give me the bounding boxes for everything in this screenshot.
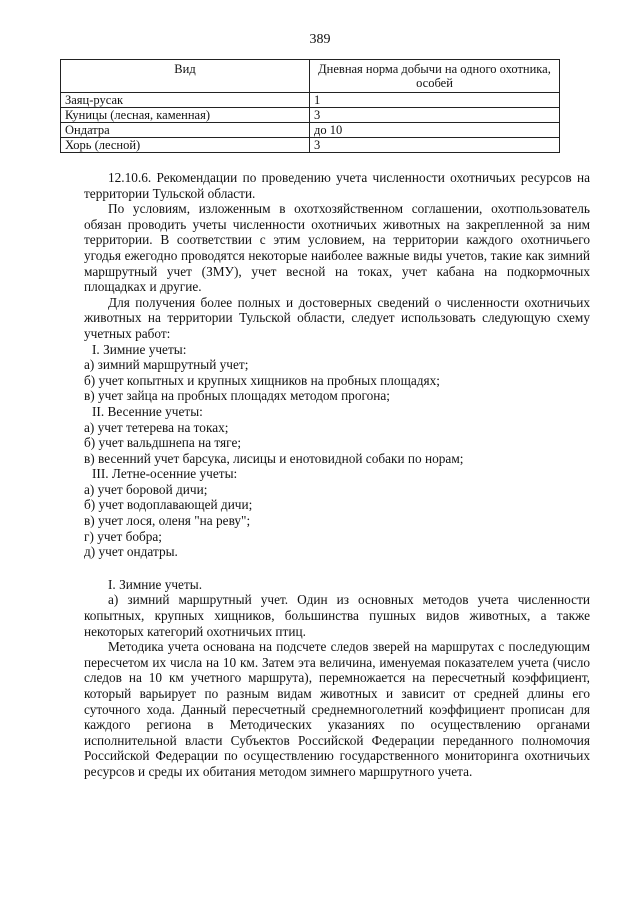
cell-species: Ондатра <box>61 123 310 138</box>
cell-norm: 1 <box>310 93 560 108</box>
paragraph-winter-route: а) зимний маршрутный учет. Один из основных методов учета численности копытных, крупных хищников, большинства пушных видов животных, а также некоторых категорий охотничьих птиц. <box>84 592 590 639</box>
list-item: в) весенний учет барсука, лисицы и енотовидной собаки по норам; <box>84 450 464 466</box>
list-item: б) учет вальдшнепа на тяге; <box>84 435 242 451</box>
list-item: а) учет боровой дичи; <box>84 481 208 497</box>
cell-species: Заяц-русак <box>61 93 310 108</box>
cell-species: Хорь (лесной) <box>61 138 310 153</box>
table-row <box>61 123 560 138</box>
list-item: I. Зимние учеты: <box>92 341 187 357</box>
list-item: в) учет лося, оленя "на реву"; <box>84 513 251 529</box>
table-row <box>61 108 560 123</box>
list-item: г) учет бобра; <box>84 528 163 544</box>
list-item: II. Весенние учеты: <box>92 403 203 419</box>
list-item: б) учет копытных и крупных хищников на пробных площадях; <box>84 372 440 388</box>
table-row <box>61 138 560 153</box>
header-daily-norm: Дневная норма добычи на одного охотника, особей <box>310 60 560 93</box>
list-item: III. Летне-осенние учеты: <box>92 466 238 482</box>
cell-norm: до 10 <box>310 123 560 138</box>
cell-species: Куницы (лесная, каменная) <box>61 108 310 123</box>
cell-norm: 3 <box>310 108 560 123</box>
paragraph-scheme-intro: Для получения более полных и достоверных сведений о численности охотничьих животных на территории Тульской области, следует использовать следующую схему учетных работ: <box>84 294 590 341</box>
cell-norm: 3 <box>310 138 560 153</box>
page-number: 389 <box>309 32 331 47</box>
table-row <box>61 93 560 108</box>
hunting-norms-table <box>60 59 560 153</box>
list-item: в) учет зайца на пробных площадях методом прогона; <box>84 388 390 404</box>
section-heading: I. Зимние учеты. <box>108 576 203 592</box>
document-body <box>84 170 590 780</box>
list-item: а) учет тетерева на токах; <box>84 419 229 435</box>
section-title: 12.10.6. Рекомендации по проведению учета численности охотничьих ресурсов на территории Тульской области. <box>84 170 590 201</box>
paragraph-conditions: По условиям, изложенным в охотхозяйственном соглашении, охотпользователь обязан проводить учеты численности охотничьих животных на закрепленной за ним территории. В соответствии с этим условием, на территории каждого охотничьего угодья ежегодно проводятся некоторые наиболее важные виды учетов, такие как зимний маршрутный учет (ЗМУ), учет весной на токах, учет кабана на подкормочных площадках и другие. <box>84 201 590 295</box>
header-species: Вид <box>61 60 310 93</box>
list-item: б) учет водоплавающей дичи; <box>84 497 253 513</box>
list-item: д) учет ондатры. <box>84 544 178 560</box>
paragraph-methodology: Методика учета основана на подсчете следов зверей на маршрутах с последующим пересчетом их числа на 10 км. Затем эта величина, именуемая показателем учета (число следов на 10 км учетного маршрута), перемножается на пересчетный коэффициент, который варьирует по разным видам животных и зависит от средней длины его суточного хода. Данный пересчетный среднемноголетний коэффициент прописан для каждого региона в Методических указаниях по осуществлению органами исполнительной власти Субъектов Российской Федерации переданного полномочия Российской Федерации по осуществлению государственного мониторинга охотничьих ресурсов и среды их обитания методом зимнего маршрутного учета. <box>84 639 590 779</box>
list-item: а) зимний маршрутный учет; <box>84 357 249 373</box>
table-header-row <box>61 60 560 93</box>
